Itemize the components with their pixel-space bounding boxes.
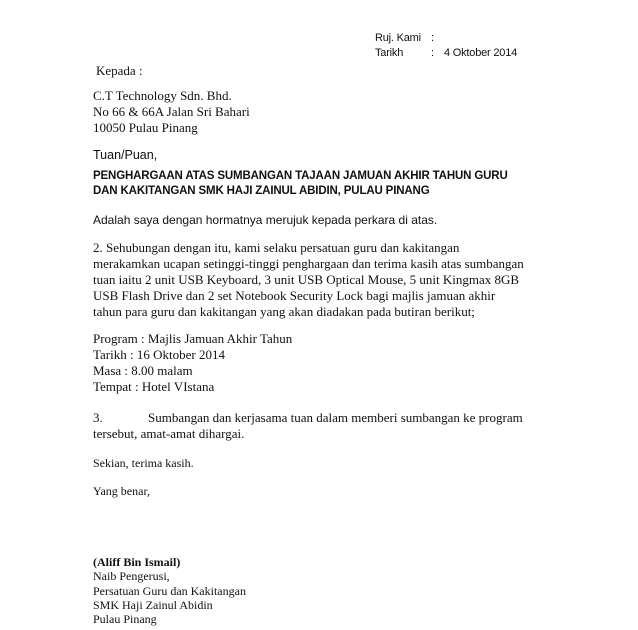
recipient-line-city: 10050 Pulau Pinang: [93, 120, 198, 135]
tarikh-colon: :: [431, 47, 434, 59]
detail-tarikh: Tarikh : 16 Oktober 2014: [93, 347, 225, 362]
detail-program: Program : Majlis Jamuan Akhir Tahun: [93, 331, 293, 346]
paragraph-2-line-3: tuan iaitu 2 unit USB Keyboard, 3 unit USB Optical Mouse, 5 unit Kingmax 8GB: [93, 272, 520, 287]
recipient-line-company: C.T Technology Sdn. Bhd.: [93, 88, 232, 103]
ruj-colon: :: [431, 32, 434, 44]
detail-masa: Masa : 8.00 malam: [93, 363, 193, 378]
paragraph-2-line-1: 2. Sehubungan dengan itu, kami selaku persatuan guru dan kakitangan: [93, 240, 460, 255]
closing-yang-benar: Yang benar,: [93, 484, 150, 498]
paragraph-2-line-5: tahun para guru dan kakitangan yang akan diadakan pada butiran berikut;: [93, 304, 475, 319]
ruj-label: Ruj. Kami: [375, 32, 421, 44]
paragraph-3-number: 3.: [93, 410, 103, 425]
signatory-org-2: SMK Haji Zainul Abidin: [93, 598, 213, 612]
subject-line-1: PENGHARGAAN ATAS SUMBANGAN TAJAAN JAMUAN AKHIR TAHUN GURU: [93, 170, 508, 182]
tarikh-value: 4 Oktober 2014: [444, 47, 518, 59]
paragraph-3-line-2: tersebut, amat-amat dihargai.: [93, 426, 245, 441]
salutation: Tuan/Puan,: [93, 148, 158, 162]
kepada-label: Kepada :: [96, 63, 143, 78]
signatory-org-3: Pulau Pinang: [93, 612, 157, 626]
signatory-org-1: Persatuan Guru dan Kakitangan: [93, 584, 246, 598]
signatory-name: (Aliff Bin Ismail): [93, 555, 181, 569]
subject-line-2: DAN KAKITANGAN SMK HAJI ZAINUL ABIDIN, PULAU PINANG: [93, 185, 430, 197]
tarikh-label: Tarikh: [375, 47, 404, 59]
paragraph-2-line-2: merakamkan ucapan setinggi-tinggi penghargaan dan terima kasih atas sumbangan: [93, 256, 524, 271]
signatory-title: Naib Pengerusi,: [93, 569, 170, 583]
paragraph-2-line-4: USB Flash Drive dan 2 set Notebook Security Lock bagi majlis jamuan akhir: [93, 288, 496, 303]
paragraph-1: Adalah saya dengan hormatnya merujuk kepada perkara di atas.: [93, 213, 438, 227]
closing-sekian: Sekian, terima kasih.: [93, 456, 194, 470]
paragraph-3-line-1: Sumbangan dan kerjasama tuan dalam memberi sumbangan ke program: [148, 410, 523, 425]
recipient-line-street: No 66 & 66A Jalan Sri Bahari: [93, 104, 250, 119]
detail-tempat: Tempat : Hotel VIstana: [93, 379, 215, 394]
